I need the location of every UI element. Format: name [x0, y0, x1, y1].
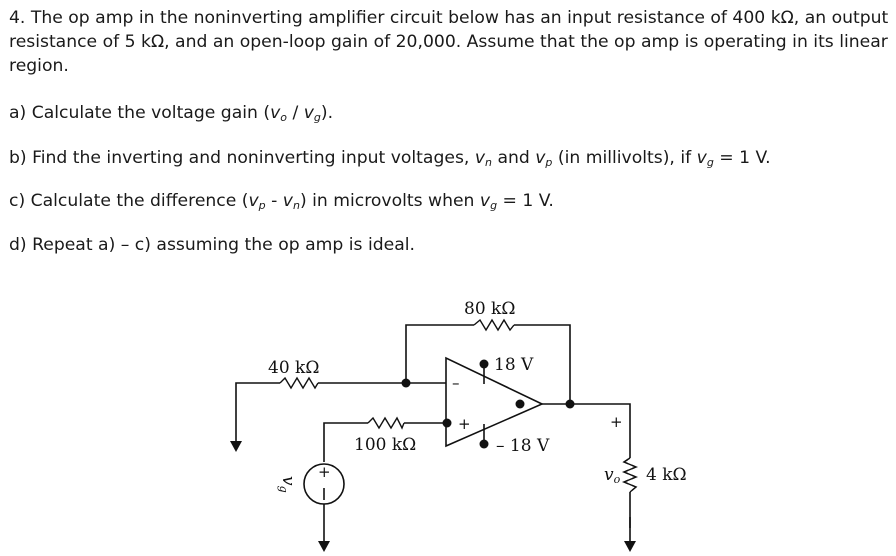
negative-supply-node — [480, 440, 489, 449]
output-node — [566, 400, 575, 409]
series-resistor — [368, 418, 404, 428]
part-d: d) Repeat a) – c) assuming the op amp is ideal. — [9, 235, 415, 255]
part-c: c) Calculate the difference $(v_p - v_n)$ in microvolts when $v_g = 1$ V. — [9, 191, 554, 212]
output-voltage-label: vo — [604, 465, 621, 486]
part-b: b) Find the inverting and noninverting input voltages, $v_n$ and $v_p$ (in millivolts), if $v_g = 1$ V. — [9, 148, 771, 169]
op-amp-minus-sign: – — [452, 374, 460, 392]
feedback-resistor — [474, 320, 514, 330]
junction-noninverting — [443, 419, 452, 428]
input-wire — [236, 383, 447, 442]
load-plus-sign: + — [610, 413, 623, 431]
ground-arrow-load — [624, 541, 636, 552]
input-resistor-label: 40 kΩ — [268, 358, 320, 378]
junction-inverting — [402, 379, 411, 388]
svg-text:vg: vg — [277, 476, 298, 493]
input-resistor — [280, 378, 318, 388]
feedback-resistor-label: 80 kΩ — [464, 299, 516, 319]
positive-supply-label: 18 V — [494, 355, 534, 375]
ground-arrow-left — [230, 441, 242, 452]
source-label — [277, 476, 298, 493]
output-internal-node — [516, 400, 525, 409]
negative-supply-label: – 18 V — [496, 436, 550, 456]
op-amp-plus-sign: + — [458, 415, 471, 433]
source-plus-sign: + — [318, 463, 331, 481]
load-resistor-label: 4 kΩ — [646, 465, 687, 485]
ground-arrow-source — [318, 541, 330, 552]
positive-supply-node — [480, 360, 489, 369]
problem-intro: 4. The op amp in the noninverting amplifier circuit below has an input resistance of 400 kΩ, an output resistance of 5 kΩ, and an open-loop gain of 20,000. Assume that the op amp is operating in its linear region. — [9, 8, 889, 76]
series-resistor-label: 100 kΩ — [354, 435, 417, 455]
part-a: a) Calculate the voltage gain $(v_o / v_g)$. — [9, 103, 334, 124]
